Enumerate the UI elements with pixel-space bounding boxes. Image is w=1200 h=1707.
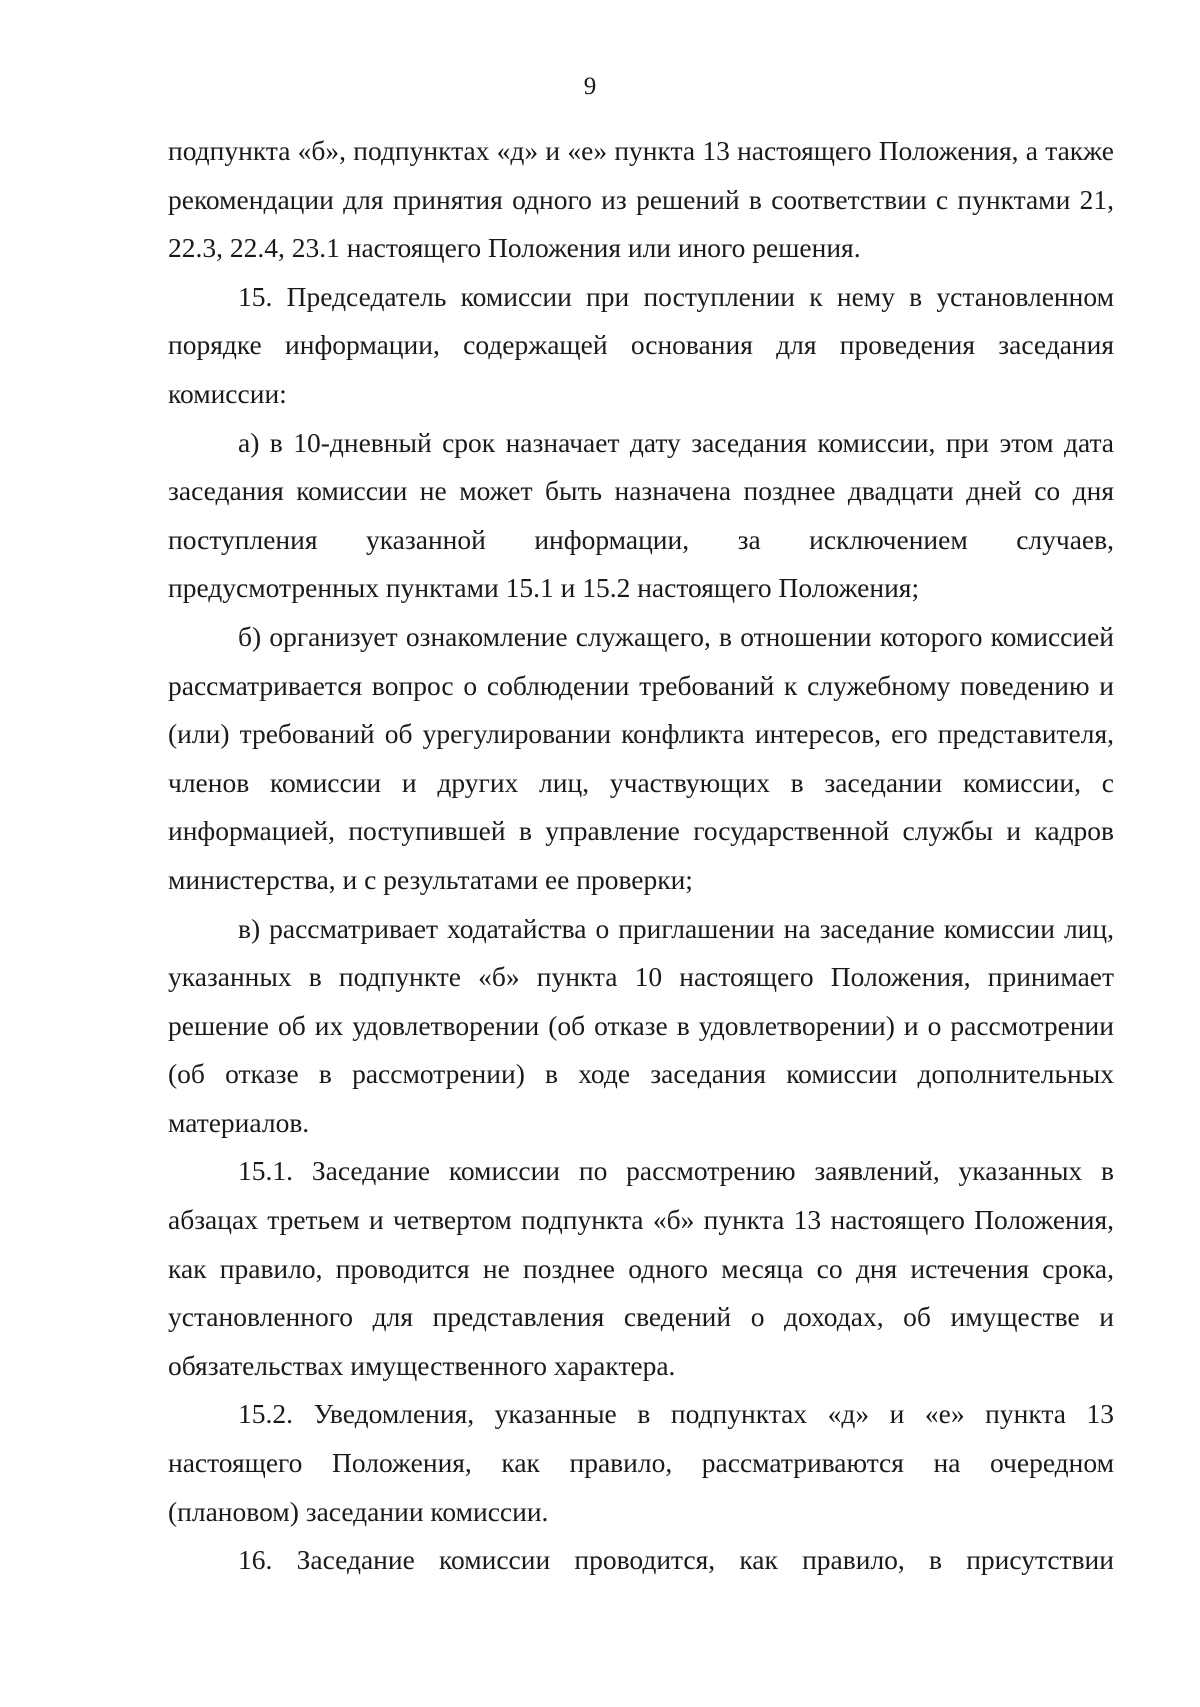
paragraph-15: 15. Председатель комиссии при поступлении к нему в установленном порядке информации, содержащей основания для проведения заседания комиссии: [168, 280, 1114, 409]
paragraph-15-b: б) организует ознакомление служащего, в отношении которого комиссией рассматривается вопрос о соблюдении требований к служебному поведению и (или) требований об урегулировании конфликта интересов, его представителя, членов комиссии и других лиц, участвующих в заседании комиссии, с информацией, поступившей в управление государственной службы и кадров министерства, и с результатами ее проверки; [168, 620, 1114, 895]
paragraph-15-v: в) рассматривает ходатайства о приглашении на заседание комиссии лиц, указанных в подпункте «б» пункта 10 настоящего Положения, принимает решение об их удовлетворении (об отказе в удовлетворении) и о рассмотрении (об отказе в рассмотрении) в ходе заседания комиссии дополнительных материалов. [168, 912, 1114, 1138]
paragraph-continuation: подпункта «б», подпунктах «д» и «е» пункта 13 настоящего Положения, а также рекомендации для принятия одного из решений в соответствии с пунктами 21, 22.3, 22.4, 23.1 настоящего Положения или иного решения. [168, 135, 1114, 264]
document-body [168, 127, 1114, 1585]
page-number: 9 [583, 73, 597, 100]
paragraph-15-a: а) в 10-дневный срок назначает дату заседания комиссии, при этом дата заседания комиссии не может быть назначена позднее двадцати дней со дня поступления указанной информации, за исключением случаев, предусмотренных пунктами 15.1 и 15.2 настоящего Положения; [168, 426, 1114, 604]
paragraph-16: 16. Заседание комиссии проводится, как правило, в присутствии [238, 1544, 1114, 1576]
paragraph-15-1: 15.1. Заседание комиссии по рассмотрению заявлений, указанных в абзацах третьем и четвертом подпункта «б» пункта 13 настоящего Положения, как правило, проводится не позднее одного месяца со дня истечения срока, установленного для представления сведений о доходах, об имуществе и обязательствах имущественного характера. [168, 1155, 1114, 1381]
paragraph-15-2: 15.2. Уведомления, указанные в подпунктах «д» и «е» пункта 13 настоящего Положения, как правило, рассматриваются на очередном (плановом) заседании комиссии. [168, 1398, 1114, 1527]
